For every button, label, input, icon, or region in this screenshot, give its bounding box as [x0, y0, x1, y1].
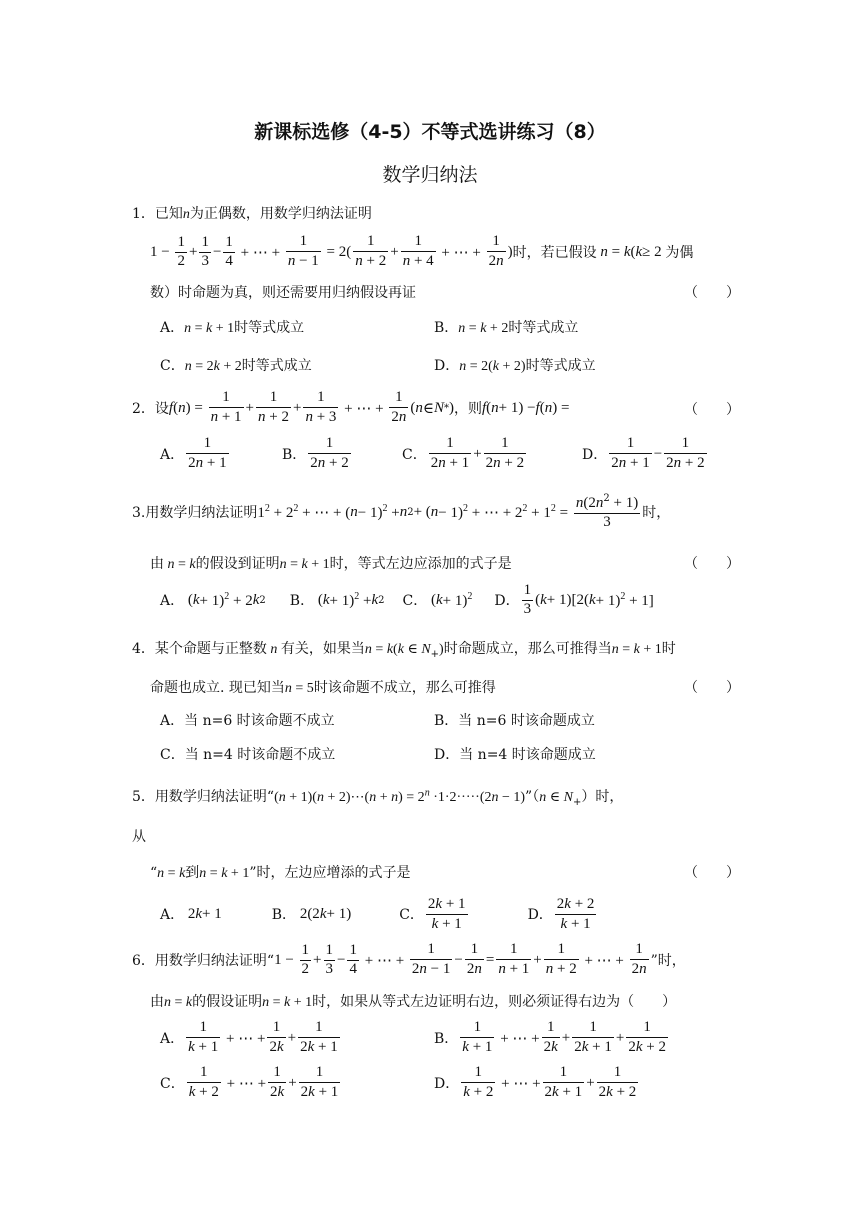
page-subtitle: 数学归纳法: [382, 164, 478, 186]
q3-answer-paren: （ ）: [684, 556, 740, 572]
q4-stem: 4．某个命题与正整数 n 有关，如果当n = k(k ∈ $N_+$)时命题成立，那么可推得当n = k + 1时: [132, 641, 676, 660]
q4-answer-paren: （ ）: [684, 680, 740, 696]
q1-answer-paren: （ ）: [684, 285, 740, 301]
q3-options: A． ( k + 1)$^2$ + 2 k 2 B． ( k + 1)$^2$ + k 2 C． ( k + 1)$^2$ D． $\frac{1}{3}$ ( k + 1)[2( k + 1)$^2$ + 1]: [160, 581, 654, 617]
q5-options: A． 2 k + 1 B． 2(2 k + 1) C． $\frac{2k + 1}{k + 1}$ D． $\frac{2k + 2}{k + 1}$: [160, 895, 595, 932]
q6-option-d: D． $\frac{1}{k + 2}$ + ⋯ + $\frac{1}{2k + 1}$ + $\frac{1}{2k + 2}$: [434, 1064, 637, 1100]
q2-option-b: B． $\frac{1}{2n + 2}$: [282, 435, 349, 471]
q6-option-b: B． $\frac{1}{k + 1}$ + ⋯ + $\frac{1}{2k}$ + $\frac{1}{2k + 1}$ + $\frac{1}{2k + 2}$: [434, 1019, 666, 1055]
q1-option-c: C．n = 2k + 2时等式成立: [160, 358, 312, 374]
q1-equation: 1 − $\frac{1}{2}$ + $\frac{1}{3}$ − $\frac{1}{4}$ + ⋯ + $\frac{1}{n - 1}$ = 2( $\frac{1}{n + 2}$ + $\frac{1}{n + 4}$ + ⋯ + $\frac{1}{2n}$ ) 时，若已假设 n = k ( k ≥ 2 为偶: [150, 233, 694, 269]
q2-answer-paren: （ ）: [684, 402, 740, 418]
q3-line2: 由 n = k的假设到证明n = k + 1时，等式左边应添加的式子是: [150, 556, 512, 572]
q1-option-d: D．n = 2(k + 2)时等式成立: [434, 358, 596, 374]
q6-option-c: C． $\frac{1}{k + 2}$ + ⋯ + $\frac{1}{2k}$ + $\frac{1}{2k + 1}$: [160, 1064, 339, 1100]
q2-option-a: A． $\frac{1}{2n + 1}$: [160, 435, 227, 471]
q4-line2: 命题也成立. 现已知当n = 5时该命题不成立，那么可推得: [150, 680, 496, 696]
q2-option-c: C． $\frac{1}{2n + 1}$ + $\frac{1}{2n + 2}$: [402, 435, 525, 471]
q1-line3: 数）时命题为真，则还需要用归纳假设再证: [150, 285, 416, 301]
q5-stem: 5．用数学归纳法证明“(n + 1)(n + 2)⋯(n + $n) = 2^n \cdot 1\cdot 2\cdot\cdot\cdot\cdot\cdot(2n$ − 1)”（n ∈ $N_+$）时，: [132, 787, 624, 808]
q1-option-a: A．n = k + 1时等式成立: [160, 320, 305, 336]
q1-intro: 1．已知n为正偶数，用数学归纳法证明: [132, 206, 372, 222]
page-title: 新课标选修（4-5）不等式选讲练习（8）: [254, 121, 606, 143]
q2-stem: 2．设 f ( n ) = $\frac{1}{n + 1}$ + $\frac{1}{n + 2}$ + $\frac{1}{n + 3}$ + ⋯ + $\frac{1}{2n}$ ( n ∈ N * ) ，则 f ( n + 1) − f ( n ) =: [132, 389, 570, 425]
q4-option-a: A．当 n=6 时该命题不成立: [160, 713, 335, 729]
q5-line3: “n = k到n = k + 1”时，左边应增添的式子是: [150, 865, 411, 881]
q4-option-d: D．当 n=4 时该命题成立: [434, 747, 596, 763]
q6-stem: 6．用数学归纳法证明“ 1 − $\frac{1}{2}$ + $\frac{1}{3}$ − $\frac{1}{4}$ + ⋯ + $\frac{1}{2n - 1}$ − $\frac{1}{2n}$ = $\frac{1}{n + 1}$ + $\frac{1}{n + 2}$ + ⋯ + $\frac{1}{2n}$ ”时，: [132, 941, 686, 977]
q1-option-b: B．n = k + 2时等式成立: [434, 320, 579, 336]
q5-answer-paren: （ ）: [684, 865, 740, 881]
q2-option-d: D． $\frac{1}{2n + 1}$ − $\frac{1}{2n + 2}$: [582, 435, 705, 471]
q6-line2: 由n = k的假设证明n = k + 1时，如果从等式左边证明右边，则必须证得右边为（ ）: [150, 994, 677, 1010]
q5-line2: 从: [132, 829, 146, 845]
q4-option-b: B．当 n=6 时该命题成立: [434, 713, 595, 729]
q3-stem: 3.用数学归纳法证明 $1^2 + 2^2$ + ⋯ + ( n − 1)$^2$ + n 2 + ( n − 1)$^2$ + ⋯ + $2^2 + 1^2$ = $\frac{n(2n^2 + 1)}{3}$ 时，: [132, 492, 671, 530]
q4-option-c: C．当 n=4 时该命题不成立: [160, 747, 336, 763]
q6-option-a: A． $\frac{1}{k + 1}$ + ⋯ + $\frac{1}{2k}$ + $\frac{1}{2k + 1}$: [160, 1019, 338, 1055]
